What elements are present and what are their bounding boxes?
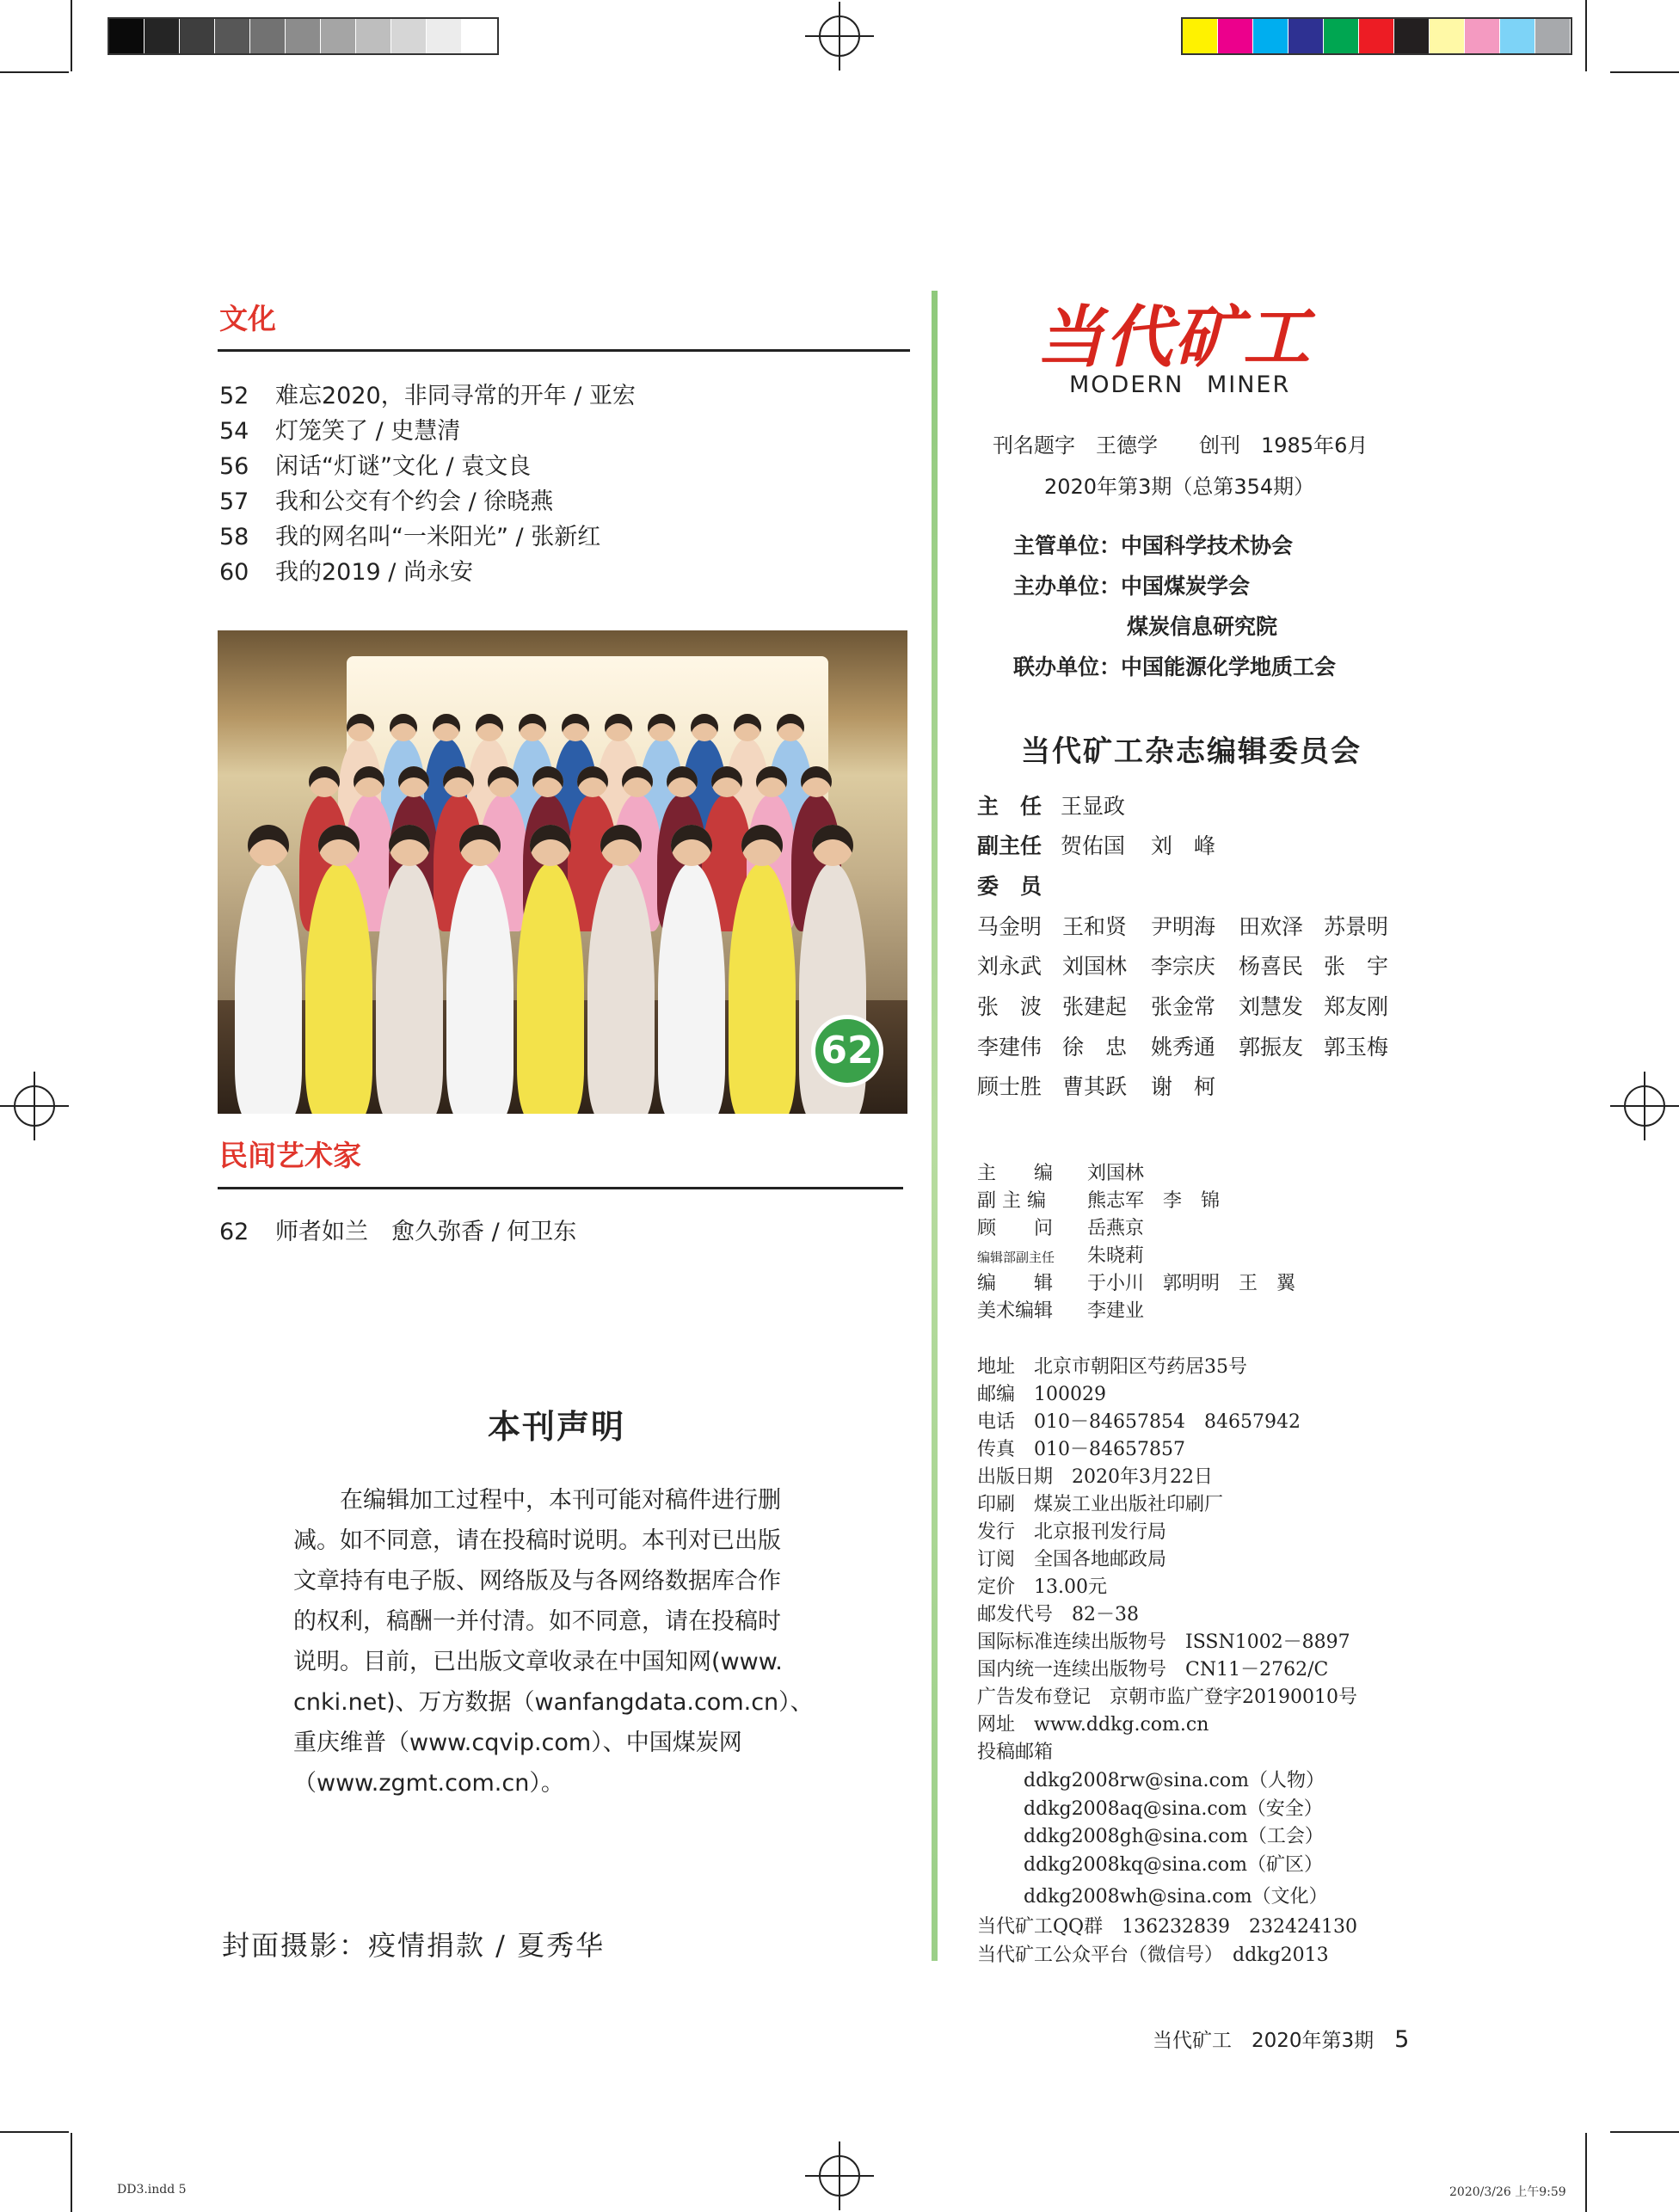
- info-line: 邮编 100029: [977, 1384, 1106, 1405]
- photo-person-head: [741, 825, 783, 866]
- staff-row: 编辑部副主任 朱晓莉: [977, 1245, 1145, 1267]
- info-line: 广告发布登记 京朝市监广登字20190010号: [977, 1687, 1357, 1708]
- photo-person-head: [488, 766, 519, 797]
- photo-person-head: [459, 825, 501, 866]
- board-member: 郑友刚: [1324, 994, 1389, 1019]
- board-member: 李建伟: [977, 1035, 1042, 1060]
- organizer-row: 主办单位：中国煤炭学会: [1013, 574, 1251, 599]
- info-line: 电话 010－84657854 84657942: [977, 1411, 1301, 1433]
- photo-person-head: [648, 714, 675, 741]
- color-swatch: [1394, 19, 1430, 53]
- photo-person-head: [309, 766, 340, 797]
- registration-mark-left: [0, 1072, 69, 1140]
- group-photo: [218, 630, 907, 1114]
- board-member: 刘永武: [977, 954, 1042, 979]
- photo-person-head: [433, 714, 460, 741]
- slug-timestamp: 2020/3/26 上午9:59: [1449, 2185, 1566, 2199]
- photo-person-head: [691, 714, 718, 741]
- board-member: 张 宇: [1324, 954, 1389, 979]
- board-member: 谢 柯: [1151, 1074, 1216, 1099]
- board-member: 刘慧发: [1239, 994, 1304, 1019]
- board-member: 曹其跃: [1062, 1074, 1128, 1099]
- board-member: 张 波: [977, 994, 1042, 1019]
- photo-person-head: [711, 766, 742, 797]
- board-label: 主 任: [977, 794, 1042, 819]
- color-swatch: [1218, 19, 1253, 53]
- photo-person-head: [443, 766, 474, 797]
- declaration-title: 本刊声明: [488, 1408, 626, 1446]
- color-swatch: [215, 19, 250, 53]
- color-swatch: [1500, 19, 1535, 53]
- staff-row: 编 辑 于小川 郭明明 王 翼: [977, 1273, 1296, 1294]
- info-line: 国际标准连续出版物号 ISSN1002－8897: [977, 1631, 1350, 1653]
- board-member: 郭玉梅: [1324, 1035, 1389, 1060]
- info-line: 传真 010－84657857: [977, 1439, 1185, 1460]
- photo-person-head: [671, 825, 712, 866]
- info-line: 出版日期 2020年3月22日: [977, 1466, 1213, 1488]
- photo-person-head: [756, 766, 787, 797]
- organizer-row: 煤炭信息研究院: [1127, 614, 1278, 639]
- photo-person-head: [530, 825, 571, 866]
- photo-person: [235, 863, 302, 1114]
- declaration-line: 重庆维普（www.cqvip.com）、中国煤炭网: [293, 1730, 742, 1756]
- color-swatch: [1465, 19, 1500, 53]
- photo-person-head: [248, 825, 289, 866]
- title-calligraphy-line: 刊名题字 王德学 创刊 1985年6月: [993, 433, 1368, 458]
- photo-person-head: [347, 714, 374, 741]
- page-number-badge: 62: [811, 1015, 883, 1087]
- photo-person-head: [777, 714, 804, 741]
- issue-line: 2020年第3期（总第354期）: [1044, 475, 1315, 499]
- color-swatch: [321, 19, 356, 53]
- photo-person-head: [667, 766, 698, 797]
- color-swatch: [286, 19, 321, 53]
- board-member: 苏景明: [1324, 914, 1389, 939]
- staff-row: 副 主 编 熊志军 李 锦: [977, 1190, 1221, 1212]
- color-swatch: [145, 19, 180, 53]
- photo-person-head: [476, 714, 503, 741]
- journal-logo: 当代矿工: [1036, 298, 1313, 377]
- board-member: 王和贤: [1062, 914, 1128, 939]
- page-number: 5: [1394, 2026, 1410, 2053]
- info-line: 定价 13.00元: [977, 1576, 1107, 1598]
- color-swatch: [1324, 19, 1359, 53]
- toc-item[interactable]: 54 灯笼笑了 / 史慧清: [219, 418, 461, 445]
- registration-mark-right: [1610, 1072, 1679, 1140]
- declaration-line: 文章持有电子版、网络版及与各网络数据库合作: [293, 1568, 781, 1594]
- staff-row: 美术编辑 李建业: [977, 1300, 1145, 1322]
- process-color-bar: [1181, 17, 1572, 55]
- board-member: 刘国林: [1062, 954, 1128, 979]
- photo-person: [517, 863, 584, 1114]
- color-swatch: [109, 19, 145, 53]
- toc-item[interactable]: 62 师者如兰 愈久弥香 / 何卫东: [219, 1219, 577, 1245]
- info-line: 投稿邮箱: [977, 1742, 1054, 1763]
- info-line: 发行 北京报刊发行局: [977, 1521, 1167, 1543]
- cover-photo-credit: 封面摄影：疫情捐款 / 夏秀华: [222, 1929, 606, 1962]
- toc-item[interactable]: 58 我的网名叫“一米阳光” / 张新红: [219, 524, 601, 550]
- photo-person: [658, 863, 725, 1114]
- color-swatch: [180, 19, 215, 53]
- organizer-row: 联办单位：中国能源化学地质工会: [1013, 654, 1337, 679]
- board-member: 徐 忠: [1062, 1035, 1128, 1060]
- photo-person-head: [622, 766, 653, 797]
- photo-person: [587, 863, 655, 1114]
- photo-person-head: [354, 766, 384, 797]
- color-swatch: [1535, 19, 1571, 53]
- section-rule: [218, 1187, 903, 1189]
- color-swatch: [1183, 19, 1218, 53]
- section-title-folk-artist: 民间艺术家: [219, 1139, 361, 1172]
- editorial-board-title: 当代矿工杂志编辑委员会: [1021, 734, 1362, 769]
- info-line: 订阅 全国各地邮政局: [977, 1549, 1167, 1570]
- photo-person-head: [562, 714, 589, 741]
- board-member: 杨喜民: [1239, 954, 1304, 979]
- photo-person-head: [398, 766, 429, 797]
- email-line[interactable]: ddkg2008aq@sina.com（安全）: [1024, 1798, 1323, 1820]
- board-member: 刘 峰: [1151, 833, 1216, 858]
- color-swatch: [1253, 19, 1288, 53]
- column-divider: [932, 291, 938, 1961]
- email-line[interactable]: ddkg2008kq@sina.com（矿区）: [1024, 1854, 1324, 1876]
- info-line: 邮发代号 82－38: [977, 1604, 1139, 1625]
- photo-person: [729, 863, 796, 1114]
- board-label: 委 员: [977, 874, 1042, 899]
- info-line: 地址 北京市朝阳区芍药居35号: [977, 1356, 1247, 1378]
- board-member: 贺佑国: [1061, 833, 1126, 858]
- photo-person-head: [600, 825, 642, 866]
- registration-mark-bottom: [805, 2141, 874, 2210]
- declaration-line: 说明。目前，已出版文章收录在中国知网(www.: [293, 1649, 783, 1675]
- color-swatch: [427, 19, 462, 53]
- photo-person-head: [389, 825, 430, 866]
- section-title-culture: 文化: [219, 302, 276, 335]
- section-rule: [218, 349, 910, 352]
- staff-row: 顾 问 岳燕京: [977, 1218, 1145, 1239]
- color-swatch: [1288, 19, 1324, 53]
- declaration-line: （www.zgmt.com.cn）。: [293, 1770, 564, 1797]
- photo-person-head: [605, 714, 632, 741]
- board-member: 尹明海: [1151, 914, 1216, 939]
- organizer-row: 主管单位：中国科学技术协会: [1013, 533, 1294, 558]
- info-line: 网址 www.ddkg.com.cn: [977, 1714, 1209, 1736]
- page-footer: [1153, 2025, 1409, 2053]
- email-line[interactable]: ddkg2008gh@sina.com（工会）: [1024, 1826, 1324, 1847]
- board-member: 王显政: [1061, 794, 1126, 819]
- board-member: 姚秀通: [1151, 1035, 1216, 1060]
- grayscale-color-bar: [108, 17, 499, 55]
- board-member: 李宗庆: [1151, 954, 1216, 979]
- photo-person-head: [734, 714, 761, 741]
- declaration-line: 的权利，稿酬一并付清。如不同意，请在投稿时: [293, 1608, 781, 1635]
- info-line: 国内统一连续出版物号 CN11－2762/C: [977, 1659, 1329, 1681]
- staff-row: 主 编 刘国林: [977, 1163, 1145, 1184]
- toc-item[interactable]: 57 我和公交有个约会 / 徐晓燕: [219, 488, 554, 515]
- declaration-line: cnki.net)、万方数据（wanfangdata.com.cn）、: [293, 1689, 814, 1716]
- slug-file-name: DD3.indd 5: [117, 2183, 187, 2197]
- toc-item[interactable]: 52 难忘2020，非同寻常的开年 / 亚宏: [219, 383, 636, 409]
- board-member: 马金明: [977, 914, 1042, 939]
- info-line: 印刷 煤炭工业出版社印刷厂: [977, 1494, 1224, 1515]
- wechat-line: 当代矿工公众平台（微信号） ddkg2013: [977, 1945, 1329, 1966]
- photo-person-head: [519, 714, 546, 741]
- email-line[interactable]: ddkg2008wh@sina.com（文化）: [1024, 1886, 1328, 1908]
- declaration-line: 减。如不同意，请在投稿时说明。本刊对已出版: [293, 1527, 781, 1554]
- color-swatch: [1359, 19, 1394, 53]
- board-member: 郭振友: [1239, 1035, 1304, 1060]
- photo-person-head: [801, 766, 832, 797]
- journal-logo-english: MODERN MINER: [1069, 372, 1291, 398]
- photo-person: [305, 863, 372, 1114]
- registration-mark-top: [805, 2, 874, 71]
- photo-person-head: [812, 825, 853, 866]
- photo-person-head: [577, 766, 608, 797]
- color-swatch: [356, 19, 391, 53]
- photo-person: [446, 863, 514, 1114]
- photo-person-head: [532, 766, 563, 797]
- photo-person: [376, 863, 443, 1114]
- declaration-line: 在编辑加工过程中，本刊可能对稿件进行删: [293, 1487, 781, 1514]
- color-swatch: [462, 19, 497, 53]
- email-line[interactable]: ddkg2008rw@sina.com（人物）: [1024, 1770, 1325, 1791]
- color-swatch: [1430, 19, 1465, 53]
- color-swatch: [250, 19, 286, 53]
- footer-journal: 当代矿工 2020年第3期: [1153, 2030, 1375, 2052]
- board-member: 顾士胜: [977, 1074, 1042, 1099]
- photo-person-head: [318, 825, 360, 866]
- board-label: 副主任: [977, 833, 1042, 858]
- board-member: 田欢泽: [1239, 914, 1304, 939]
- color-swatch: [391, 19, 427, 53]
- qq-group-line: 当代矿工QQ群 136232839 232424130: [977, 1916, 1358, 1938]
- board-member: 张建起: [1062, 994, 1128, 1019]
- toc-item[interactable]: 60 我的2019 / 尚永安: [219, 559, 473, 586]
- board-member: 张金常: [1151, 994, 1216, 1019]
- toc-item[interactable]: 56 闲话“灯谜”文化 / 袁文良: [219, 453, 532, 480]
- photo-person-head: [390, 714, 417, 741]
